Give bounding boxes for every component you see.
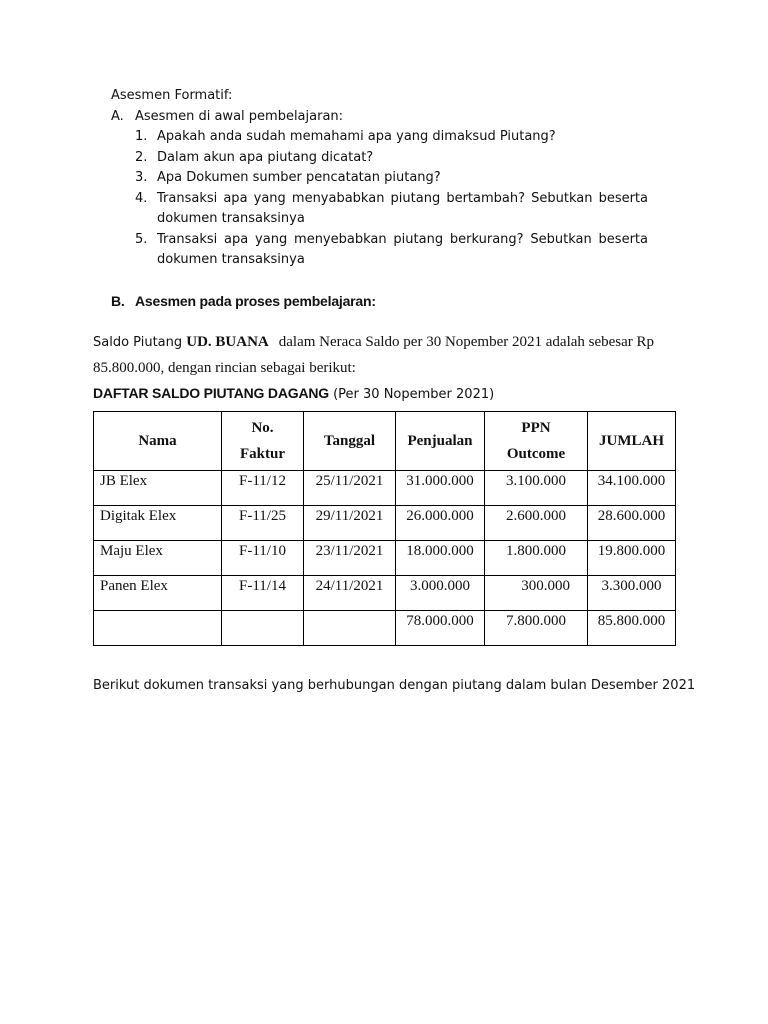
cell-penjualan: 3.000.000 [396, 576, 485, 611]
table-title-sub: (Per 30 Nopember 2021) [333, 387, 495, 402]
table-header-row [94, 412, 676, 471]
cell-penjualan: 31.000.000 [396, 471, 485, 506]
cell-jumlah: 19.800.000 [588, 541, 676, 576]
total-jumlah: 85.800.000 [588, 611, 676, 646]
question-number: 2. [135, 150, 148, 165]
cell-ppn: 2.600.000 [485, 506, 588, 541]
cell-tanggal: 24/11/2021 [304, 576, 396, 611]
table-row [94, 471, 676, 506]
question-text-continued: dokumen transaksinya [157, 211, 305, 226]
cell-faktur: F-11/12 [222, 471, 304, 506]
question-number: 1. [135, 129, 148, 144]
table-row [94, 576, 676, 611]
section-a-label: Asesmen di awal pembelajaran: [135, 109, 344, 124]
cell-jumlah: 28.600.000 [588, 506, 676, 541]
question-text: Apa Dokumen sumber pencatatan piutang? [157, 170, 441, 185]
section-a-heading [111, 107, 343, 127]
question-text: Dalam akun apa piutang dicatat? [157, 150, 374, 165]
receivables-table [93, 411, 676, 646]
intro-paragraph-line2: 85.800.000, dengan rincian sebagai berikut: [93, 360, 356, 376]
question-text: Apakah anda sudah memahami apa yang dimaksud Piutang? [157, 129, 556, 144]
header-nama: Nama [94, 412, 222, 471]
cell-tanggal: 23/11/2021 [304, 541, 396, 576]
cell-tanggal: 25/11/2021 [304, 471, 396, 506]
doc-title: Asesmen Formatif: [111, 88, 233, 103]
header-jumlah: JUMLAH [588, 412, 676, 471]
intro-text: Saldo Piutang [93, 335, 187, 350]
cell-nama: Maju Elex [94, 541, 222, 576]
question-text: Transaksi apa yang menyebabkan piutang berkurang? Sebutkan beserta [157, 232, 648, 247]
intro-paragraph-line1 [93, 332, 654, 353]
footer-paragraph: Berikut dokumen transaksi yang berhubungan dengan piutang dalam bulan Desember 2021 [93, 678, 696, 693]
cell-empty [94, 611, 222, 646]
question-item [135, 168, 441, 188]
cell-ppn: 300.000 [485, 576, 588, 611]
question-number: 3. [135, 170, 148, 185]
cell-faktur: F-11/14 [222, 576, 304, 611]
cell-penjualan: 18.000.000 [396, 541, 485, 576]
cell-faktur: F-11/25 [222, 506, 304, 541]
company-name: UD. BUANA [186, 334, 269, 350]
cell-empty [222, 611, 304, 646]
cell-nama: JB Elex [94, 471, 222, 506]
section-a-letter: A. [111, 109, 124, 124]
table-title [93, 383, 494, 405]
header-ppn: PPN Outcome [485, 412, 588, 471]
header-tanggal: Tanggal [304, 412, 396, 471]
question-text: Transaksi apa yang menyababkan piutang bertambah? Sebutkan beserta [157, 191, 648, 206]
section-b-letter: B. [111, 293, 125, 309]
cell-penjualan: 26.000.000 [396, 506, 485, 541]
cell-tanggal: 29/11/2021 [304, 506, 396, 541]
total-penjualan: 78.000.000 [396, 611, 485, 646]
cell-jumlah: 3.300.000 [588, 576, 676, 611]
question-item [135, 127, 556, 147]
cell-faktur: F-11/10 [222, 541, 304, 576]
question-number: 4. [135, 191, 148, 206]
header-faktur: No. Faktur [222, 412, 304, 471]
cell-nama: Panen Elex [94, 576, 222, 611]
total-ppn: 7.800.000 [485, 611, 588, 646]
cell-nama: Digitak Elex [94, 506, 222, 541]
cell-ppn: 3.100.000 [485, 471, 588, 506]
question-text-continued: dokumen transaksinya [157, 252, 305, 267]
table-title-main: DAFTAR SALDO PIUTANG DAGANG [93, 385, 329, 401]
question-number: 5. [135, 232, 148, 247]
table-total-row [94, 611, 676, 646]
cell-ppn: 1.800.000 [485, 541, 588, 576]
question-item [135, 148, 373, 168]
intro-text: dalam Neraca Saldo per 30 Nopember 2021 adalah sebesar Rp [278, 334, 655, 350]
table-row [94, 506, 676, 541]
table-row [94, 541, 676, 576]
cell-jumlah: 34.100.000 [588, 471, 676, 506]
section-b-label: Asesmen pada proses pembelajaran: [135, 293, 376, 309]
cell-empty [304, 611, 396, 646]
section-b-heading [111, 291, 376, 311]
header-penjualan: Penjualan [396, 412, 485, 471]
